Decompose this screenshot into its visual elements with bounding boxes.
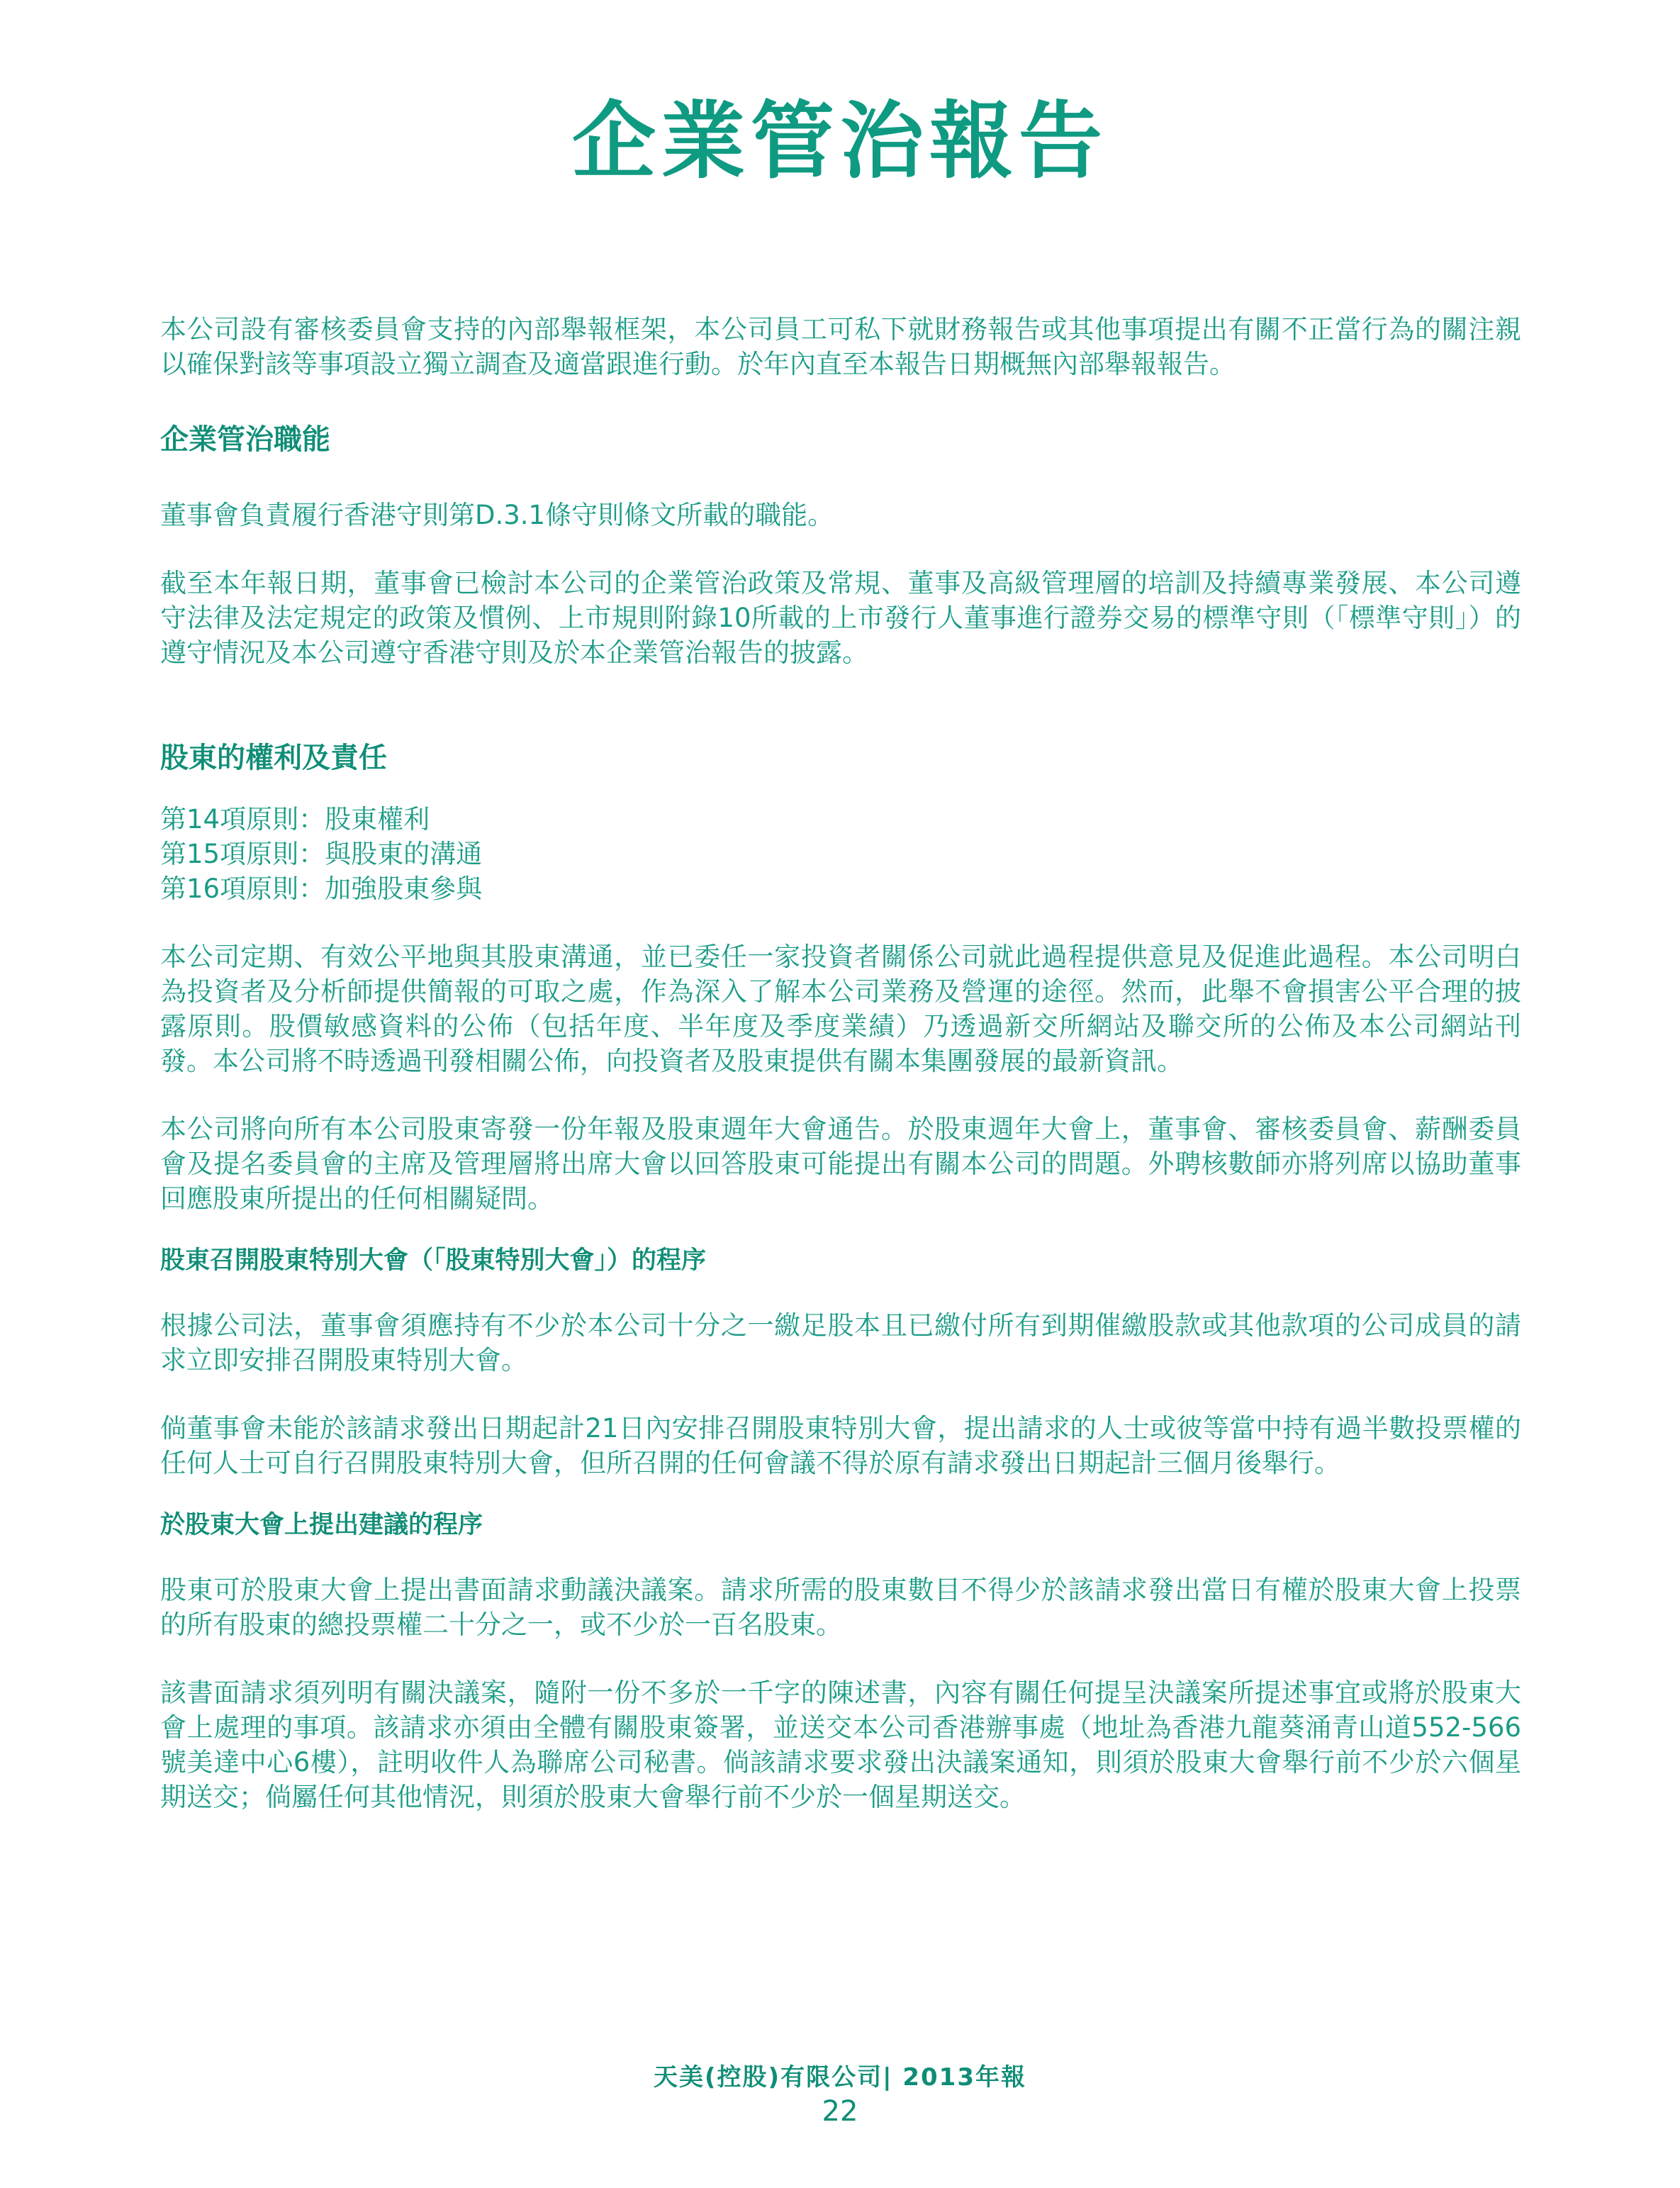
section-heading-corp-gov-function: 企業管治職能 <box>160 423 330 456</box>
section-heading-egm: 股東召開股東特別大會（「股東特別大會」）的程序 <box>160 1246 707 1275</box>
shareholders-paragraph-2: 本公司將向所有本公司股東寄發一份年報及股東週年大會通告。於股東週年大會上，董事會、審核委員會、薪酬委員會及提名委員會的主席及管理層將出席大會以回答股東可能提出有關本公司的問題。外聘核數師亦將列席以協助董事回應股東所提出的任何相關疑問。 <box>160 1114 1521 1214</box>
footer-company-report: 天美(控股)有限公司| 2013年報 <box>654 2063 1026 2092</box>
intro-paragraph: 本公司設有審核委員會支持的內部舉報框架，本公司員工可私下就財務報告或其他事項提出有關不正當行為的關注親以確保對該等事項設立獨立調查及適當跟進行動。於年內直至本報告日期概無內部舉報報告。 <box>160 314 1521 379</box>
principle-item: 第14項原則：股東權利 <box>160 804 430 835</box>
shareholders-paragraph-1: 本公司定期、有效公平地與其股東溝通，並已委任一家投資者關係公司就此過程提供意見及促進此過程。本公司明白為投資者及分析師提供簡報的可取之處，作為深入了解本公司業務及營運的途徑。然而，此舉不會損害公平合理的披露原則。股價敏感資料的公佈（包括年度、半年度及季度業績）乃透過新交所網站及聯交所的公佈及本公司網站刊發。本公司將不時透過刊發相關公佈，向投資者及股東提供有關本集團發展的最新資訊。 <box>160 942 1521 1076</box>
section-heading-proposals: 於股東大會上提出建議的程序 <box>160 1511 483 1539</box>
corp-gov-function-paragraph-1: 董事會負責履行香港守則第D.3.1條守則條文所載的職能。 <box>160 500 834 530</box>
egm-paragraph-1: 根據公司法，董事會須應持有不少於本公司十分之一繳足股本且已繳付所有到期催繳股款或其他款項的公司成員的請求立即安排召開股東特別大會。 <box>160 1310 1521 1375</box>
report-body <box>160 312 1521 1814</box>
principle-item: 第15項原則：與股東的溝通 <box>160 839 483 869</box>
egm-paragraph-2: 倘董事會未能於該請求發出日期起計21日內安排召開股東特別大會，提出請求的人士或彼等當中持有過半數投票權的任何人士可自行召開股東特別大會，但所召開的任何會議不得於原有請求發出日期起計三個月後舉行。 <box>160 1413 1521 1478</box>
page-title: 企業管治報告 <box>571 92 1108 190</box>
principle-item: 第16項原則：加強股東參與 <box>160 873 483 904</box>
page-number: 22 <box>822 2095 858 2128</box>
corp-gov-function-paragraph-2: 截至本年報日期，董事會已檢討本公司的企業管治政策及常規、董事及高級管理層的培訓及持續專業發展、本公司遵守法律及法定規定的政策及慣例、上市規則附錄10所載的上市發行人董事進行證券交易的標準守則（「標準守則」）的遵守情況及本公司遵守香港守則及於本企業管治報告的披露。 <box>160 568 1521 668</box>
section-heading-shareholders: 股東的權利及責任 <box>160 742 387 774</box>
principles-list <box>160 802 1521 906</box>
proposals-paragraph-2: 該書面請求須列明有關決議案，隨附一份不多於一千字的陳述書，內容有關任何提呈決議案所提述事宜或將於股東大會上處理的事項。該請求亦須由全體有關股東簽署，並送交本公司香港辦事處（地址為香港九龍葵涌青山道552-566號美達中心6樓），註明收件人為聯席公司秘書。倘該請求要求發出決議案通知，則須於股東大會舉行前不少於六個星期送交；倘屬任何其他情況，則須於股東大會舉行前不少於一個星期送交。 <box>160 1678 1521 1812</box>
proposals-paragraph-1: 股東可於股東大會上提出書面請求動議決議案。請求所需的股東數目不得少於該請求發出當日有權於股東大會上投票的所有股東的總投票權二十分之一，或不少於一百名股東。 <box>160 1575 1521 1640</box>
